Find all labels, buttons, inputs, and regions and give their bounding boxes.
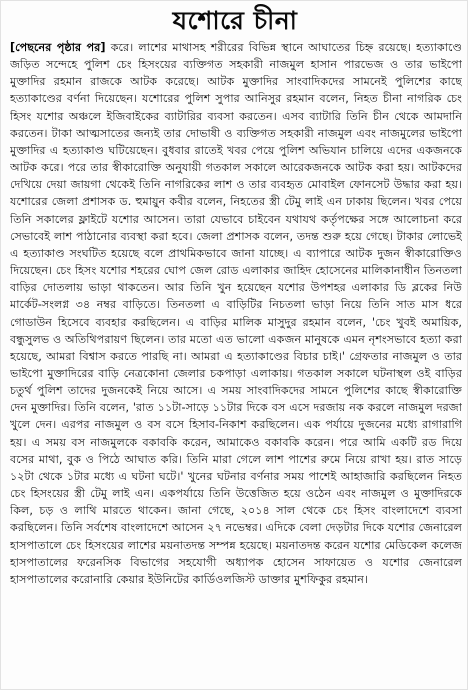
article-body-text: করে। লাশের মাথাসহ শরীরের বিভিন্ন স্থানে আঘাতের চিহ্ন রয়েছে। হত্যাকাণ্ডে জড়িত সন্দেহে পুলিশ চেং হিসংয়ের ব্যক্তিগত সহকারী নাজমুল হাসান পারভেজ ও তার ভাইপো মুক্তাদির রহমান রাজকে আটক করেছে। আটক মুক্তাদির সাংবাদিকদের সামনেই পুলিশের কাছে হত্যাকাণ্ডের বর্ণনা দিয়েছেন। যশোরের পুলিশ সুপার আনিসুর রহমান বলেন, নিহত চীনা নাগরিক চেং হিসং যশোর অঞ্চলে ইজিবাইকের ব্যাটারির ব্যবসা করতেন। এসব ব্যাটারি তিনি চীন থেকে আমদানি করতেন। টাকা আত্মসাতের জন্যই তার দোভাষী ও ব্যক্তিগত সহকারী নাজমুল এবং নাজমুলের ভাইপো মুক্তাদির এ হত্যাকাণ্ড ঘটিয়েছেন। বুধবার রাতেই খবর পেয়ে পুলিশ অভিযান চালিয়ে এদের একজনকে আটক করে। পরে তার স্বীকারোক্তি অনুযায়ী গতকাল সকালে আরেকজনকে আটক করা হয়। আটকদের দেখিয়ে দেয়া জায়গা থেকেই তিনি নাগরিকের লাশ ও তার ব্যবহৃত মোবাইল ফোনসেট উদ্ধার করা হয়। যশোরের জেলা প্রশাসক ড. হুমায়ুন কবীর বলেন, নিহতের স্ত্রী টেমু লাই এন ঢাকায় ছিলেন। খবর পেয়ে তিনি সকালের ফ্লাইটে যশোর আসেন। তারা যেভাবে চাইবেন যথাযথ কর্তৃপক্ষের সঙ্গে আলোচনা করে সেভাবেই লাশ পাঠানোর ব্যবস্থা করা হবে। জেলা প্রশাসক বলেন, তদন্ত শুরু হয়ে গেছে। টাকার লোভেই এ হত্যাকাণ্ড সংঘটিত হয়েছে বলে প্রাথমিকভাবে জানা যাচ্ছে। এ ব্যাপারে আটক দুজন স্বীকারোক্তিও দিয়েছেন। চেং হিসং যশোর শহরের ঘোপ জেল রোড এলাকার জাহিদ হোসেনের মালিকানাধীন তিনতলা বাড়ির দোতলায় ভাড়া থাকতেন। আর তিনি খুন হয়েছেন যশোর উপশহর এলাকার ডি ব্লকের নিউ মার্কেট-সংলগ্ন ৩৪ নম্বর বাড়িতে। তিনতলা এ বাড়িটির নিচতলা ভাড়া নিয়ে তিনি সাত মাস ধরে গোডাউন হিসেবে ব্যবহার করছিলেন। এ বাড়ির মালিক মাসুদুর রহমান বলেন, 'চেং খুবই অমায়িক, বন্ধুসুলভ ও অতিথিপরায়ণ ছিলেন। তার মতো এত ভালো একজন মানুষকে এমন নৃশংসভাবে হত্যা করা হয়েছে, আমরা বিশ্বাস করতে পারছি না। আমরা এ হত্যাকাণ্ডের বিচার চাই।' গ্রেফতার নাজমুল ও তার ভাইপো মুক্তাদিরের বাড়ি নেত্রকোনা জেলার চকপাড়া এলাকায়। গতকাল সকালে ঘটনাস্থল ওই বাড়ির চতুর্থ পুলিশ তাদের দুজনকেই নিয়ে আসে। এ সময় সাংবাদিকদের সামনে পুলিশের কাছে স্বীকারোক্তি দেন মুক্তাদির। তিনি বলেন, 'রাত ১১টা-সাড়ে ১১টার দিকে বস এসে দরজায় নক করলে নাজমুল দরজা খুলে দেন। এরপর নাজমুল ও বস বসে হিসাব-নিকাশ করছিলেন। এক পর্যায়ে দুজনের মধ্যে রাগারাগি হয়। এ সময় বস নাজমুলকে বকাবকি করেন, আমাকেও বকাবকি করেন। পরে আমি একটি রড দিয়ে বসের মাথা, বুক ও পিঠে আঘাত করি। তিনি মারা গেলে লাশ পাশের রুমে নিয়ে রাখা হয়। রাত সাড়ে ১২টা থেকে ১টার মধ্যে এ ঘটনা ঘটে।' খুনের ঘটনার বর্ণনার সময় পাশেই আহাজারি করছিলেন নিহত চেং হিসংয়ের স্ত্রী টেমু লাই এন। একপর্যায়ে তিনি উত্তেজিত হয়ে ওঠেন এবং নাজমুল ও মুক্তাদিরকে কিল, চড় ও লাথি মারতে থাকেন। জানা গেছে, ২০১৪ সাল থেকে চেং হিসং বাংলাদেশে ব্যবসা করছিলেন। তিনি সর্বশেষ বাংলাদেশে আসেন ২৭ নভেম্বর। এদিকে বেলা দেড়টার দিকে যশোর জেনারেল হাসপাতালে চেং হিসংয়ের লাশের ময়নাতদন্ত সম্পন্ন হয়েছে। ময়নাতদন্ত করেন যশোর মেডিকেল কলেজ হাসপাতালের ফরেনসিক বিভাগের সহযোগী অধ্যাপক হোসেন সাফায়েত ও যশোর জেনারেল হাসপাতালের করোনারি কেয়ার ইউনিটের কার্ডিওলজিস্ট ডাক্তার মুশফিকুর রহমান। [10, 41, 462, 586]
continued-from-tag: [পেছনের পৃষ্ঠার পর] [10, 41, 106, 54]
article-body [10, 39, 462, 687]
article-headline: যশোরে চীনা [172, 6, 298, 35]
